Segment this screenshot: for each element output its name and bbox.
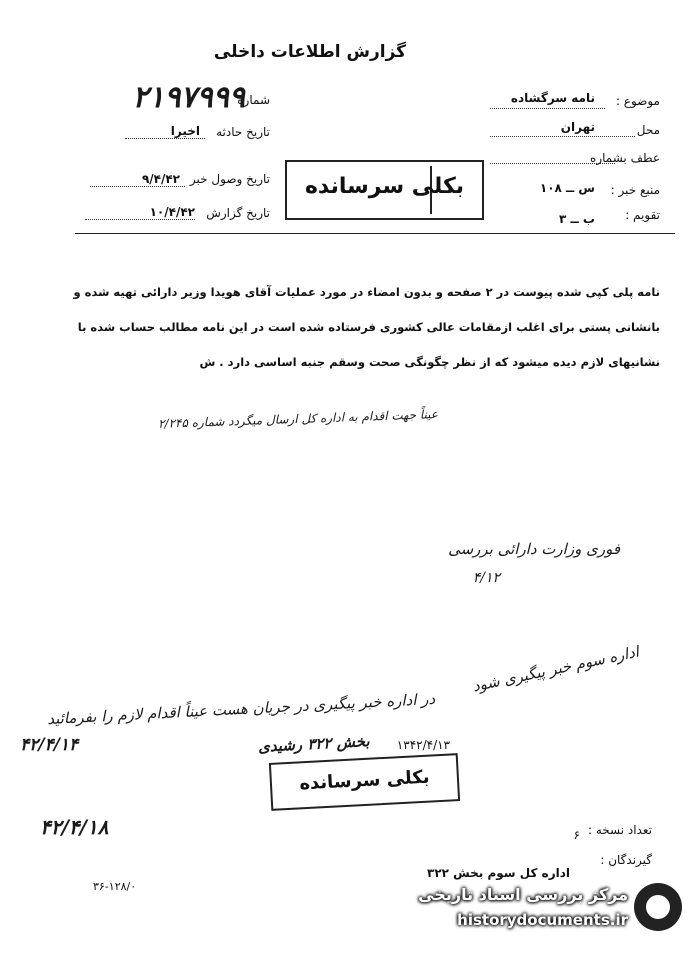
body-line-1: نامه پلی کپی شده پیوست در ۲ صفحه و بدون امضاء در مورد عملیات آقای هویدا وزیر دارائی تهیه شده و (73, 285, 660, 299)
handwritten-note-2: فوری وزارت دارائی بررسی (448, 540, 620, 558)
body-line-2: بانشانی پستی برای اغلب ازمقامات عالی کشوری فرستاده شده است در این نامه مطالب حساب شده با (77, 320, 660, 334)
left-number: ۴۲/۴/۱۸ (40, 815, 109, 839)
copies-value: ۶ (573, 828, 580, 842)
watermark-title: مرکز بررسی اسناد تاریخی (418, 885, 628, 904)
left-scrawl: ۴۲/۴/۱۴ (20, 735, 79, 755)
rating-label: تقویم : (625, 208, 660, 222)
archive-logo-icon (634, 883, 682, 931)
form-code: ۳۶-۱۲۸/۰ (93, 880, 137, 893)
ref-label: عطف بشماره (590, 151, 660, 165)
subject-value: نامه سرگشاده (510, 91, 595, 105)
rating-value: ب ــ ۳ (559, 212, 595, 226)
subject-label: موضوع : (615, 94, 660, 108)
place-label: محل (636, 123, 660, 137)
receipt-date-value: ۹/۴/۴۲ (141, 172, 180, 186)
stamp-date: ۱۳۴۲/۴/۱۳ (396, 738, 450, 752)
source-label: منبع خبر : (610, 183, 660, 197)
watermark-url: historydocuments.ir (457, 911, 628, 929)
bottom-stamp-text: بکلی سرسانده (298, 766, 430, 795)
classification-stamp (285, 160, 484, 220)
event-date-label: تاریخ حادثه (216, 125, 270, 139)
handwritten-note-2-date: ۴/۱۲ (472, 570, 500, 586)
archive-watermark (382, 883, 682, 939)
receipt-date-label: تاریخ وصول خبر (189, 172, 270, 186)
report-date-value: ۱۰/۴/۴۲ (149, 205, 195, 219)
body-line-3: نشانیهای لازم دیده میشود که از نظر چگونگی صحت وسقم جنبه اساسی دارد . ش (199, 355, 660, 369)
handwritten-note-1: عیناً جهت اقدام به اداره کل ارسال میگردد شماره ۲/۲۴۵ (157, 407, 439, 431)
copies-label: تعداد نسخه : (587, 823, 652, 837)
handwritten-note-4: بخش ۳۲۲ رشیدی (258, 732, 371, 756)
event-date-value: اخیرا (170, 124, 200, 138)
signature-block: اداره سوم خبر پیگیری شود (470, 642, 641, 696)
recipients-value: اداره کل سوم بخش ۳۲۲ (427, 866, 570, 880)
report-date-label: تاریخ گزارش (206, 206, 270, 220)
report-title: گزارش اطلاعات داخلی (213, 42, 407, 62)
place-value: تهران (560, 120, 595, 134)
source-value: س ــ ۱۰۸ (539, 181, 595, 195)
bottom-stamp (269, 753, 460, 811)
number-value: ۲۱۹۷۹۹۹ (132, 80, 245, 115)
recipients-label: گیرندگان : (600, 853, 652, 867)
stamp-text: بکلی سرسانده (304, 174, 465, 199)
number-label: شماره (237, 93, 270, 107)
handwritten-note-3: در اداره خبر پیگیری در جریان هست عیناً اقدام لازم را بفرمائید (46, 689, 436, 729)
